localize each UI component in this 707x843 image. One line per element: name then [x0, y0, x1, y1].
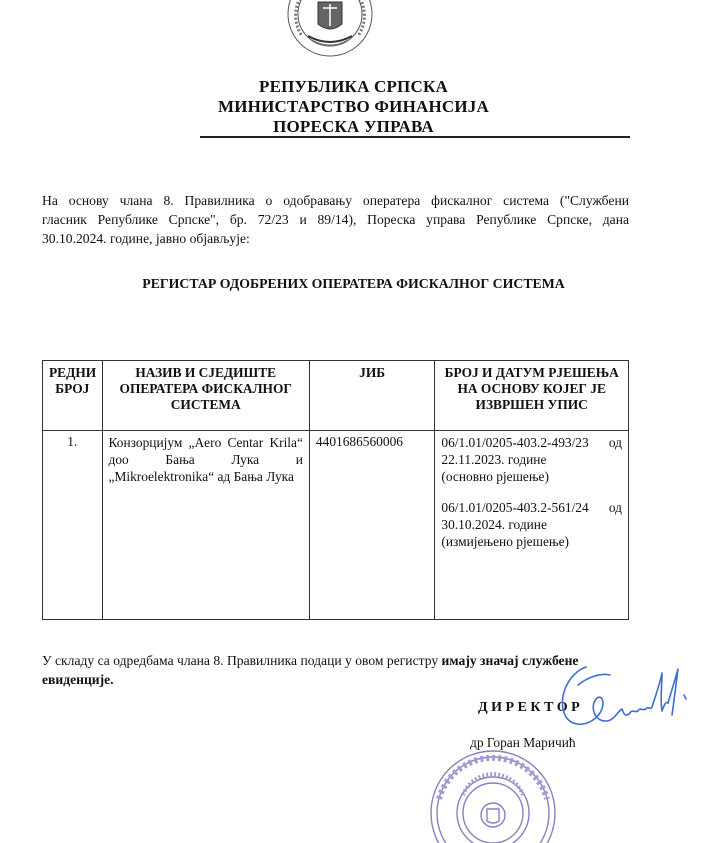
register-title: РЕГИСТАР ОДОБРЕНИХ ОПЕРАТЕРА ФИСКАЛНОГ СИСТЕМА [142, 276, 565, 291]
intro-paragraph [42, 191, 629, 248]
footer-text: У складу са одредбама члана 8. Правилника подаци у овом регистру [42, 653, 442, 668]
director-signature [548, 655, 698, 750]
director-name: др Горан Маричић [470, 735, 576, 750]
register-table [42, 360, 629, 620]
cell-operator: Конзорцијум „Aero Centar Krila“ доо Бања Лука и „Mikroelektronika“ ад Бања Лука [102, 431, 309, 620]
col-header-operator: НАЗИВ И СЈЕДИШТЕ ОПЕРАТЕРА ФИСКАЛНОГ СИСТЕМА [102, 361, 309, 431]
header-tax-administration: ПОРЕСКА УПРАВА [273, 117, 434, 136]
footer-bold-text: имају значај службене евиденције. [42, 653, 579, 687]
intro-line: 30.10.2024. године, јавно објављује: [42, 231, 250, 246]
decision-original-note: (основно рјешење) [441, 469, 549, 484]
table-row [43, 431, 629, 620]
intro-line: гласник Републике Српске", бр. 72/23 и 89/14), Пореска управа Републике Српске, дана [42, 212, 629, 227]
col-header-jib: ЈИБ [309, 361, 434, 431]
cell-number: 1. [43, 431, 103, 620]
col-header-number: РЕДНИ БРОЈ [43, 361, 103, 431]
director-title: ДИРЕКТОР [478, 700, 584, 715]
col-header-decision: БРОЈ И ДАТУМ РЈЕШЕЊА НА ОСНОВУ КОЈЕГ ЈЕ ИЗВРШЕН УПИС [435, 361, 629, 431]
intro-line: На основу члана 8. Правилника о одобравању оператера фискалног система ("Службени [42, 193, 629, 208]
decision-amended: 06/1.01/0205-403.2-561/24 од 30.10.2024. године [441, 500, 622, 532]
cell-jib: 4401686560006 [309, 431, 434, 620]
official-stamp [417, 743, 567, 843]
header-divider [200, 136, 630, 138]
cell-decision [435, 431, 629, 620]
table-header-row [43, 361, 629, 431]
header-ministry: МИНИСТАРСТВО ФИНАНСИЈА [217, 97, 489, 116]
header-republic: РЕПУБЛИКА СРПСКА [259, 77, 448, 96]
decision-original: 06/1.01/0205-403.2-493/23 од 22.11.2023. године [441, 435, 622, 467]
coat-of-arms-seal [282, 0, 378, 58]
decision-amended-note: (измијењено рјешење) [441, 534, 569, 549]
